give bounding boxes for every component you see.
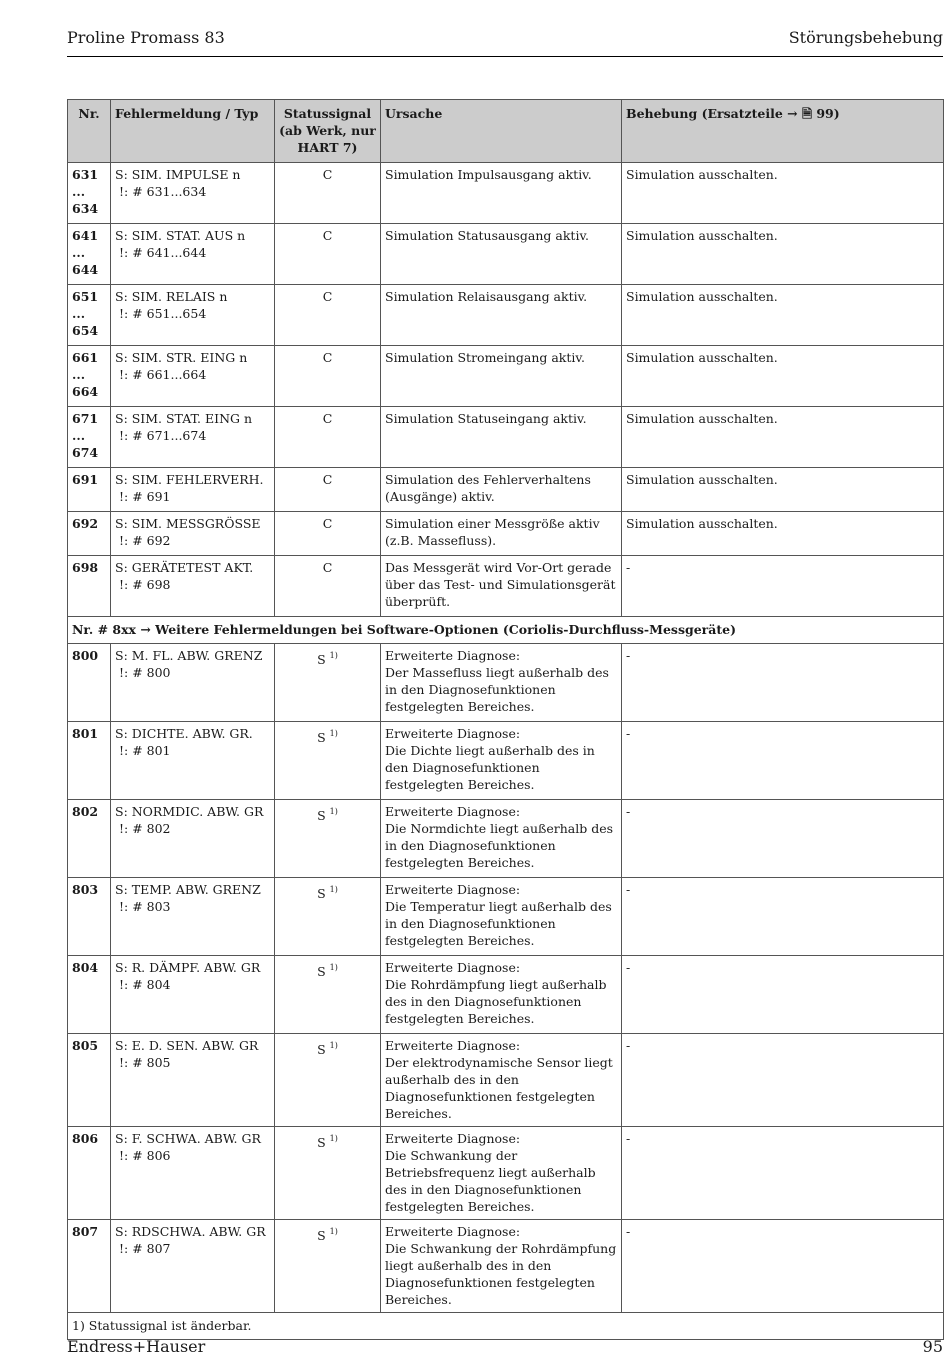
table-row <box>68 1034 944 1127</box>
status-signal-value: S <box>317 730 326 745</box>
status-signal <box>275 407 381 468</box>
remedy-text: Simulation ausschalten. <box>626 350 778 365</box>
table-row <box>68 1220 944 1313</box>
table-row <box>68 878 944 956</box>
cause-text: Simulation Impulsausgang aktiv. <box>385 167 592 182</box>
page-header <box>67 28 943 57</box>
error-number <box>68 512 111 556</box>
status-signal-value: C <box>322 516 333 531</box>
error-number <box>68 407 111 468</box>
document-title: Proline Promass 83 <box>67 28 225 47</box>
error-code: !: # 802 <box>119 821 171 836</box>
error-code: !: # 803 <box>119 899 171 914</box>
error-number-value: 806 <box>72 1131 99 1146</box>
error-number-value: 802 <box>72 804 99 819</box>
error-message-text: S: NORMDIC. ABW. GR <box>115 804 264 819</box>
error-number <box>68 1127 111 1220</box>
status-signal <box>275 224 381 285</box>
footnote-marker: 1) <box>329 1227 338 1236</box>
error-number <box>68 163 111 224</box>
remedy <box>622 285 944 346</box>
status-signal-value: S <box>317 808 326 823</box>
table-row <box>68 285 944 346</box>
remedy <box>622 556 944 617</box>
error-code: !: # 806 <box>119 1148 171 1163</box>
status-signal <box>275 1220 381 1313</box>
remedy-text: - <box>626 1131 631 1146</box>
cause-text: Der Massefluss liegt außerhalb des in den Diagnosefunktionen festgelegten Bereiches. <box>385 665 609 714</box>
footnote-marker: 1) <box>329 651 338 660</box>
error-code: !: # 801 <box>119 743 171 758</box>
error-message-text: S: SIM. IMPULSE n <box>115 167 241 182</box>
error-message-text: S: SIM. FEHLERVERH. <box>115 472 264 487</box>
table-row <box>68 956 944 1034</box>
cause <box>381 163 622 224</box>
cause <box>381 285 622 346</box>
error-number-start: 651 <box>72 289 99 304</box>
status-signal <box>275 163 381 224</box>
remedy <box>622 878 944 956</box>
cause <box>381 722 622 800</box>
cause-text: Simulation Statuseingang aktiv. <box>385 411 587 426</box>
error-number-end: 634 <box>72 201 99 216</box>
remedy-text: - <box>626 1224 631 1239</box>
error-number-ellipsis: ... <box>72 184 86 199</box>
table-header-row <box>68 100 944 163</box>
remedy <box>622 224 944 285</box>
status-signal-value: C <box>322 289 333 304</box>
error-number <box>68 956 111 1034</box>
cause <box>381 407 622 468</box>
status-signal <box>275 878 381 956</box>
status-signal-value: C <box>322 411 333 426</box>
cause-text: Die Schwankung der Betriebsfrequenz liegt außerhalb des in den Diagnosefunktionen festgelegten Bereiches. <box>385 1148 596 1214</box>
cause <box>381 224 622 285</box>
error-message-text: S: DICHTE. ABW. GR. <box>115 726 253 741</box>
error-code: !: # 671...674 <box>119 428 207 443</box>
header-nr: Nr. <box>68 100 111 163</box>
cause <box>381 800 622 878</box>
error-message <box>111 512 275 556</box>
table-row <box>68 722 944 800</box>
status-signal-value: S <box>317 964 326 979</box>
error-message <box>111 644 275 722</box>
error-message <box>111 956 275 1034</box>
status-signal <box>275 285 381 346</box>
cause-text: Simulation Statusausgang aktiv. <box>385 228 590 243</box>
error-number <box>68 644 111 722</box>
error-number-end: 664 <box>72 384 99 399</box>
remedy <box>622 722 944 800</box>
remedy-text: Simulation ausschalten. <box>626 472 778 487</box>
footnote-row <box>68 1313 944 1340</box>
cause-text: Das Messgerät wird Vor-Ort gerade über das Test- und Simulationsgerät überprüft. <box>385 560 616 609</box>
footnote-marker: 1) <box>329 885 338 894</box>
cause-text: Die Dichte liegt außerhalb des in den Diagnosefunktionen festgelegten Bereiches. <box>385 743 595 792</box>
error-code: !: # 807 <box>119 1241 171 1256</box>
error-message-text: S: E. D. SEN. ABW. GR <box>115 1038 259 1053</box>
status-signal-value: C <box>322 167 333 182</box>
company-name: Endress+Hauser <box>67 1337 206 1356</box>
remedy <box>622 346 944 407</box>
error-number <box>68 1220 111 1313</box>
section-row <box>68 617 944 644</box>
remedy <box>622 956 944 1034</box>
cause-text: Simulation einer Messgröße aktiv (z.B. Massefluss). <box>385 516 600 548</box>
error-code: !: # 804 <box>119 977 171 992</box>
status-signal-value: S <box>317 1228 326 1243</box>
cause-text: Die Rohrdämpfung liegt außerhalb des in den Diagnosefunktionen festgelegten Bereiches. <box>385 977 607 1026</box>
remedy <box>622 1127 944 1220</box>
remedy <box>622 468 944 512</box>
error-number-value: 801 <box>72 726 99 741</box>
error-message <box>111 722 275 800</box>
status-signal-value: S <box>317 886 326 901</box>
remedy-text: Simulation ausschalten. <box>626 228 778 243</box>
error-number <box>68 1034 111 1127</box>
cause-text: Der elektrodynamische Sensor liegt außerhalb des in den Diagnosefunktionen festgelegten Bereiches. <box>385 1055 613 1121</box>
remedy <box>622 1034 944 1127</box>
error-number-value: 692 <box>72 516 99 531</box>
error-message-text: S: M. FL. ABW. GRENZ <box>115 648 263 663</box>
error-message-text: S: TEMP. ABW. GRENZ <box>115 882 261 897</box>
section-heading: Nr. # 8xx → Weitere Fehlermeldungen bei Software-Optionen (Coriolis-Durchfluss-Messgeräte) <box>68 617 944 644</box>
error-code: !: # 691 <box>119 489 171 504</box>
footnote-marker: 1) <box>329 1134 338 1143</box>
error-message <box>111 346 275 407</box>
error-number <box>68 722 111 800</box>
error-number-end: 644 <box>72 262 99 277</box>
table-row <box>68 163 944 224</box>
status-signal-value: C <box>322 560 333 575</box>
cause-heading: Erweiterte Diagnose: <box>385 882 521 897</box>
cause-heading: Erweiterte Diagnose: <box>385 1131 521 1146</box>
cause <box>381 468 622 512</box>
error-message-text: S: R. DÄMPF. ABW. GR <box>115 960 261 975</box>
status-signal-value: C <box>322 350 333 365</box>
cause-heading: Erweiterte Diagnose: <box>385 648 521 663</box>
error-message-text: S: SIM. STAT. AUS n <box>115 228 246 243</box>
error-number <box>68 285 111 346</box>
remedy <box>622 1220 944 1313</box>
cause-heading: Erweiterte Diagnose: <box>385 1224 521 1239</box>
error-number-value: 800 <box>72 648 99 663</box>
cause-text: Die Temperatur liegt außerhalb des in den Diagnosefunktionen festgelegten Bereiches. <box>385 899 612 948</box>
table-row <box>68 800 944 878</box>
status-signal-value: C <box>322 472 333 487</box>
status-signal <box>275 722 381 800</box>
error-message-text: S: GERÄTETEST AKT. <box>115 560 254 575</box>
remedy-text: - <box>626 648 631 663</box>
status-signal <box>275 800 381 878</box>
error-code: !: # 698 <box>119 577 171 592</box>
remedy <box>622 644 944 722</box>
error-number <box>68 224 111 285</box>
status-signal <box>275 512 381 556</box>
cause-text: Simulation Relaisausgang aktiv. <box>385 289 588 304</box>
error-code: !: # 692 <box>119 533 171 548</box>
error-number-start: 631 <box>72 167 99 182</box>
error-number-value: 803 <box>72 882 99 897</box>
error-message <box>111 468 275 512</box>
error-message <box>111 800 275 878</box>
header-ursache: Ursache <box>381 100 622 163</box>
table-row <box>68 224 944 285</box>
cause <box>381 878 622 956</box>
footnote-marker: 1) <box>329 807 338 816</box>
error-number-ellipsis: ... <box>72 245 86 260</box>
cause-heading: Erweiterte Diagnose: <box>385 960 521 975</box>
cause <box>381 1034 622 1127</box>
table-row <box>68 556 944 617</box>
error-message-text: S: SIM. RELAIS n <box>115 289 228 304</box>
error-message <box>111 163 275 224</box>
table-row <box>68 512 944 556</box>
status-signal <box>275 1034 381 1127</box>
error-number <box>68 346 111 407</box>
remedy-text: - <box>626 960 631 975</box>
error-number-end: 674 <box>72 445 99 460</box>
error-number <box>68 468 111 512</box>
footnote-marker: 1) <box>329 729 338 738</box>
error-number-value: 691 <box>72 472 99 487</box>
error-code: !: # 661...664 <box>119 367 207 382</box>
page-number: 95 <box>922 1337 943 1356</box>
cause <box>381 556 622 617</box>
remedy-text: - <box>626 560 631 575</box>
status-signal <box>275 1127 381 1220</box>
error-number <box>68 878 111 956</box>
error-number <box>68 556 111 617</box>
cause <box>381 512 622 556</box>
error-message <box>111 1034 275 1127</box>
cause <box>381 346 622 407</box>
status-signal-value: C <box>322 228 333 243</box>
status-signal <box>275 556 381 617</box>
error-message <box>111 556 275 617</box>
status-signal-value: S <box>317 652 326 667</box>
status-signal-value: S <box>317 1042 326 1057</box>
cause-text: Die Schwankung der Rohrdämpfung liegt außerhalb des in den Diagnosefunktionen festgelegten Bereiches. <box>385 1241 617 1307</box>
error-message-text: S: SIM. STR. EING n <box>115 350 248 365</box>
cause-heading: Erweiterte Diagnose: <box>385 1038 521 1053</box>
error-number-start: 661 <box>72 350 99 365</box>
table-row <box>68 346 944 407</box>
error-number-ellipsis: ... <box>72 367 86 382</box>
error-code: !: # 641...644 <box>119 245 207 260</box>
error-message <box>111 1127 275 1220</box>
remedy <box>622 800 944 878</box>
error-message <box>111 1220 275 1313</box>
remedy-text: Simulation ausschalten. <box>626 411 778 426</box>
error-number-value: 805 <box>72 1038 99 1053</box>
status-signal <box>275 468 381 512</box>
remedy-text: - <box>626 882 631 897</box>
error-message <box>111 285 275 346</box>
cause <box>381 1127 622 1220</box>
remedy-text: Simulation ausschalten. <box>626 289 778 304</box>
error-message-table <box>67 99 944 1340</box>
cause-text: Simulation des Fehlerverhaltens (Ausgänge) aktiv. <box>385 472 591 504</box>
error-number-end: 654 <box>72 323 99 338</box>
footnote-marker: 1) <box>329 963 338 972</box>
error-number-ellipsis: ... <box>72 428 86 443</box>
error-message-text: S: SIM. STAT. EING n <box>115 411 253 426</box>
error-code: !: # 800 <box>119 665 171 680</box>
status-signal <box>275 346 381 407</box>
remedy <box>622 512 944 556</box>
remedy-text: - <box>626 1038 631 1053</box>
status-signal-value: S <box>317 1135 326 1150</box>
error-number-ellipsis: ... <box>72 306 86 321</box>
cause <box>381 644 622 722</box>
error-number-start: 671 <box>72 411 99 426</box>
error-message <box>111 224 275 285</box>
chapter-title: Störungsbehebung <box>788 28 943 47</box>
cause <box>381 1220 622 1313</box>
error-message-text: S: SIM. MESSGRÖSSE <box>115 516 261 531</box>
cause-heading: Erweiterte Diagnose: <box>385 726 521 741</box>
status-signal <box>275 956 381 1034</box>
error-number <box>68 800 111 878</box>
error-number-start: 641 <box>72 228 99 243</box>
error-message <box>111 878 275 956</box>
header-fehlermeldung: Fehlermeldung / Typ <box>111 100 275 163</box>
remedy-text: Simulation ausschalten. <box>626 516 778 531</box>
table-row <box>68 644 944 722</box>
remedy <box>622 407 944 468</box>
remedy <box>622 163 944 224</box>
error-message <box>111 407 275 468</box>
footnote-marker: 1) <box>329 1041 338 1050</box>
remedy-text: - <box>626 726 631 741</box>
error-message-text: S: F. SCHWA. ABW. GR <box>115 1131 261 1146</box>
cause-heading: Erweiterte Diagnose: <box>385 804 521 819</box>
table-row <box>68 407 944 468</box>
table-row <box>68 1127 944 1220</box>
error-code: !: # 631...634 <box>119 184 207 199</box>
error-number-value: 804 <box>72 960 99 975</box>
footnote: 1) Statussignal ist änderbar. <box>68 1313 944 1340</box>
error-message-text: S: RDSCHWA. ABW. GR <box>115 1224 266 1239</box>
header-behebung: Behebung (Ersatzteile → 🗎 99) <box>622 100 944 163</box>
remedy-text: Simulation ausschalten. <box>626 167 778 182</box>
error-number-value: 698 <box>72 560 99 575</box>
header-statussignal: Statussignal (ab Werk, nur HART 7) <box>275 100 381 163</box>
cause-text: Die Normdichte liegt außerhalb des in den Diagnosefunktionen festgelegten Bereiches. <box>385 821 614 870</box>
table-row <box>68 468 944 512</box>
cause <box>381 956 622 1034</box>
error-code: !: # 651...654 <box>119 306 207 321</box>
cause-text: Simulation Stromeingang aktiv. <box>385 350 585 365</box>
remedy-text: - <box>626 804 631 819</box>
error-code: !: # 805 <box>119 1055 171 1070</box>
status-signal <box>275 644 381 722</box>
error-number-value: 807 <box>72 1224 99 1239</box>
